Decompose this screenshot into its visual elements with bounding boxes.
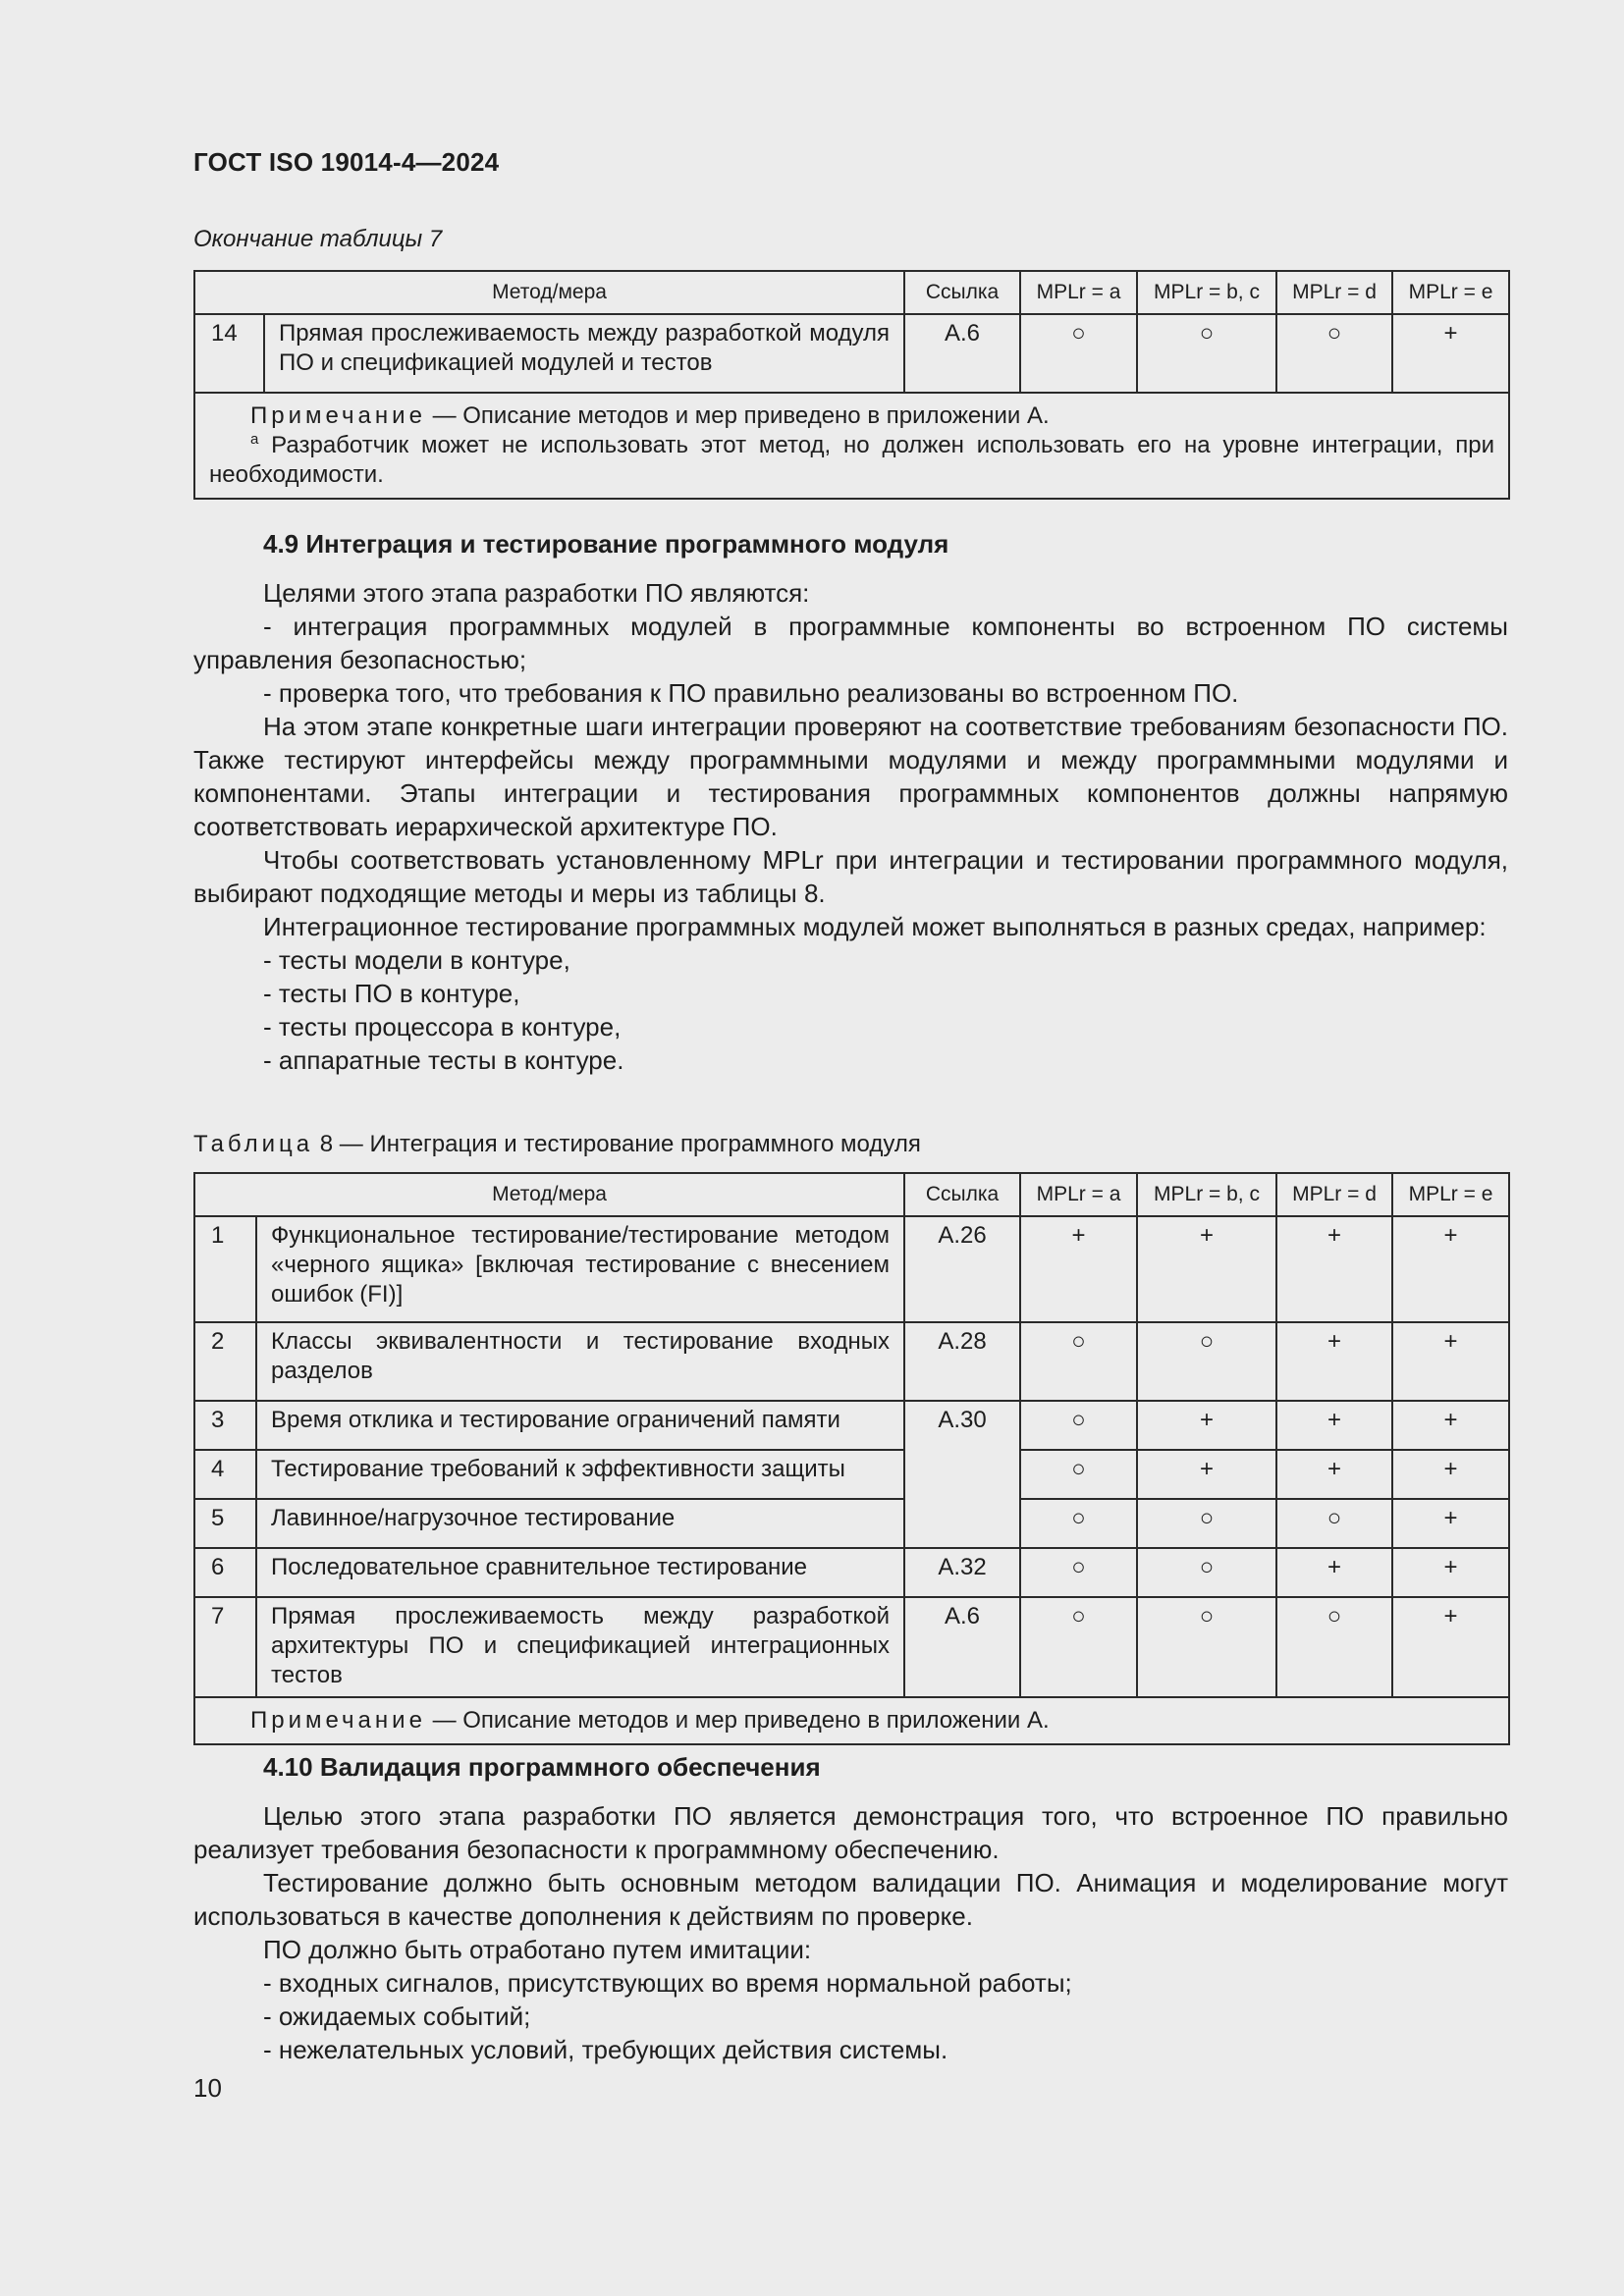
- row-mplr-e: +: [1392, 1216, 1509, 1322]
- row-ref: A.30: [904, 1401, 1020, 1548]
- list-item: - нежелательных условий, требующих действия системы.: [263, 2035, 948, 2064]
- row-ref: A.6: [904, 1597, 1020, 1697]
- row-method: Время отклика и тестирование ограничений памяти: [256, 1401, 904, 1450]
- table-header-row: [194, 1173, 1509, 1216]
- document-header: ГОСТ ISO 19014-4—2024: [193, 147, 500, 177]
- row-ref: A.26: [904, 1216, 1020, 1322]
- paragraph: Целью этого этапа разработки ПО является демонстрация того, что встроенное ПО правильно реализует требования безопасности к программному обеспечению.: [193, 1801, 1508, 1864]
- row-method: Прямая прослеживаемость между разработкой модуля ПО и спецификацией модулей и тестов: [264, 314, 904, 393]
- row-mplr-d: +: [1276, 1548, 1392, 1597]
- row-mplr-e: +: [1392, 314, 1509, 393]
- row-mplr-d: +: [1276, 1216, 1392, 1322]
- table-row: [194, 1401, 1509, 1450]
- col-mplr-d-header: MPLr = d: [1276, 271, 1392, 314]
- row-mplr-d: +: [1276, 1322, 1392, 1401]
- row-number: 3: [194, 1401, 256, 1450]
- table-row: [194, 1216, 1509, 1322]
- list-item: - ожидаемых событий;: [263, 2002, 531, 2031]
- row-method: Прямая прослеживаемость между разработкой архитектуры ПО и спецификацией интеграционных тестов: [256, 1597, 904, 1697]
- row-number: 2: [194, 1322, 256, 1401]
- footnote-text: Разработчик может не использовать этот метод, но должен использовать его на уровне интеграции, при необходимости.: [209, 432, 1494, 488]
- note-line: [209, 401, 1494, 431]
- note-text: — Описание методов и мер приведено в приложении А.: [425, 402, 1050, 429]
- row-mplr-e: +: [1392, 1450, 1509, 1499]
- paragraph: Интеграционное тестирование программных модулей может выполняться в разных средах, например:: [263, 912, 1487, 941]
- list-item: - аппаратные тесты в контуре.: [263, 1045, 624, 1075]
- row-mplr-d: ○: [1276, 1597, 1392, 1697]
- col-ref-header: Ссылка: [904, 1173, 1020, 1216]
- row-ref: A.28: [904, 1322, 1020, 1401]
- list-item: - тесты процессора в контуре,: [263, 1012, 622, 1041]
- row-number: 6: [194, 1548, 256, 1597]
- paragraph: Чтобы соответствовать установленному MPLr при интеграции и тестировании программного модуля, выбирают подходящие методы и меры из таблицы 8.: [193, 845, 1508, 908]
- col-mplr-bc-header: MPLr = b, c: [1137, 1173, 1276, 1216]
- table8-caption-label: Таблица: [193, 1131, 314, 1157]
- col-mplr-a-header: MPLr = a: [1020, 1173, 1137, 1216]
- paragraph: Целями этого этапа разработки ПО являются:: [263, 578, 810, 608]
- row-mplr-bc: ○: [1137, 1597, 1276, 1697]
- row-mplr-e: +: [1392, 1322, 1509, 1401]
- table-8: [193, 1172, 1510, 1745]
- col-method-header: Метод/мера: [194, 271, 904, 314]
- row-mplr-e: +: [1392, 1548, 1509, 1597]
- row-mplr-a: ○: [1020, 1548, 1137, 1597]
- note-label: Примечание: [250, 402, 426, 429]
- note-line: [209, 1706, 1494, 1735]
- row-mplr-bc: ○: [1137, 1322, 1276, 1401]
- row-number: 5: [194, 1499, 256, 1548]
- table-row: [194, 1499, 1509, 1548]
- table7-caption: Окончание таблицы 7: [193, 226, 443, 252]
- row-number: 1: [194, 1216, 256, 1322]
- table-7: [193, 270, 1510, 500]
- row-method: Тестирование требований к эффективности защиты: [256, 1450, 904, 1499]
- row-method: Последовательное сравнительное тестирование: [256, 1548, 904, 1597]
- col-mplr-a-header: MPLr = a: [1020, 271, 1137, 314]
- row-mplr-e: +: [1392, 1499, 1509, 1548]
- row-mplr-a: ○: [1020, 1322, 1137, 1401]
- row-mplr-a: ○: [1020, 314, 1137, 393]
- table-note: [194, 393, 1509, 499]
- row-method: Классы эквивалентности и тестирование входных разделов: [256, 1322, 904, 1401]
- row-mplr-bc: ○: [1137, 1548, 1276, 1597]
- row-mplr-d: ○: [1276, 1499, 1392, 1548]
- section-4-10-title: 4.10 Валидация программного обеспечения: [263, 1752, 821, 1782]
- section-4-9-title: 4.9 Интеграция и тестирование программного модуля: [263, 529, 949, 559]
- table-row: [194, 314, 1509, 393]
- row-mplr-a: ○: [1020, 1401, 1137, 1450]
- table-note-row: [194, 1697, 1509, 1744]
- row-mplr-bc: ○: [1137, 1499, 1276, 1548]
- paragraph: Тестирование должно быть основным методом валидации ПО. Анимация и моделирование могут использоваться в качестве дополнения к действиям по проверке.: [193, 1868, 1508, 1931]
- table-row: [194, 1548, 1509, 1597]
- table-row: [194, 1597, 1509, 1697]
- table8-caption-text: 8 — Интеграция и тестирование программного модуля: [313, 1131, 921, 1157]
- table-note: [194, 1697, 1509, 1744]
- list-item: - тесты модели в контуре,: [263, 945, 570, 975]
- row-mplr-bc: +: [1137, 1450, 1276, 1499]
- row-method: Лавинное/нагрузочное тестирование: [256, 1499, 904, 1548]
- table-note-row: [194, 393, 1509, 499]
- paragraph: На этом этапе конкретные шаги интеграции проверяют на соответствие требованиям безопасности ПО. Также тестируют интерфейсы между программными модулями и между программными модулями и компонентами. Этапы интеграции и тестирования программных компонентов должны напрямую соответствовать иерархической архитектуре ПО.: [193, 712, 1508, 841]
- table-row: [194, 1322, 1509, 1401]
- row-mplr-bc: +: [1137, 1401, 1276, 1450]
- col-mplr-e-header: MPLr = e: [1392, 271, 1509, 314]
- row-mplr-bc: +: [1137, 1216, 1276, 1322]
- note-label: Примечание: [250, 1707, 426, 1734]
- row-number: 14: [194, 314, 264, 393]
- paragraph: - интеграция программных модулей в программные компоненты во встроенном ПО системы управления безопасностью;: [193, 612, 1508, 674]
- col-method-header: Метод/мера: [194, 1173, 904, 1216]
- table-header-row: [194, 271, 1509, 314]
- list-item: - входных сигналов, присутствующих во время нормальной работы;: [263, 1968, 1072, 1998]
- row-mplr-a: ○: [1020, 1597, 1137, 1697]
- section-4-10-body: [193, 1799, 1508, 2066]
- row-method: Функциональное тестирование/тестирование методом «черного ящика» [включая тестирование с внесением ошибок (FI)]: [256, 1216, 904, 1322]
- row-number: 4: [194, 1450, 256, 1499]
- row-mplr-a: ○: [1020, 1450, 1137, 1499]
- col-mplr-e-header: MPLr = e: [1392, 1173, 1509, 1216]
- col-ref-header: Ссылка: [904, 271, 1020, 314]
- row-mplr-bc: ○: [1137, 314, 1276, 393]
- section-4-9-body: [193, 576, 1508, 1077]
- table8-caption: [193, 1131, 921, 1158]
- row-mplr-a: +: [1020, 1216, 1137, 1322]
- col-mplr-d-header: MPLr = d: [1276, 1173, 1392, 1216]
- col-mplr-bc-header: MPLr = b, c: [1137, 271, 1276, 314]
- table-row: [194, 1450, 1509, 1499]
- note-text: — Описание методов и мер приведено в приложении А.: [425, 1707, 1050, 1734]
- footnote: [209, 431, 1494, 490]
- row-mplr-e: +: [1392, 1597, 1509, 1697]
- footnote-mark: a: [250, 431, 259, 448]
- row-mplr-e: +: [1392, 1401, 1509, 1450]
- paragraph: - проверка того, что требования к ПО правильно реализованы во встроенном ПО.: [263, 678, 1239, 708]
- row-mplr-a: ○: [1020, 1499, 1137, 1548]
- row-mplr-d: +: [1276, 1401, 1392, 1450]
- paragraph: ПО должно быть отработано путем имитации:: [263, 1935, 812, 1964]
- row-number: 7: [194, 1597, 256, 1697]
- list-item: - тесты ПО в контуре,: [263, 979, 520, 1008]
- row-ref: A.6: [904, 314, 1020, 393]
- page-number: 10: [193, 2073, 222, 2103]
- row-mplr-d: +: [1276, 1450, 1392, 1499]
- row-mplr-d: ○: [1276, 314, 1392, 393]
- row-ref: A.32: [904, 1548, 1020, 1597]
